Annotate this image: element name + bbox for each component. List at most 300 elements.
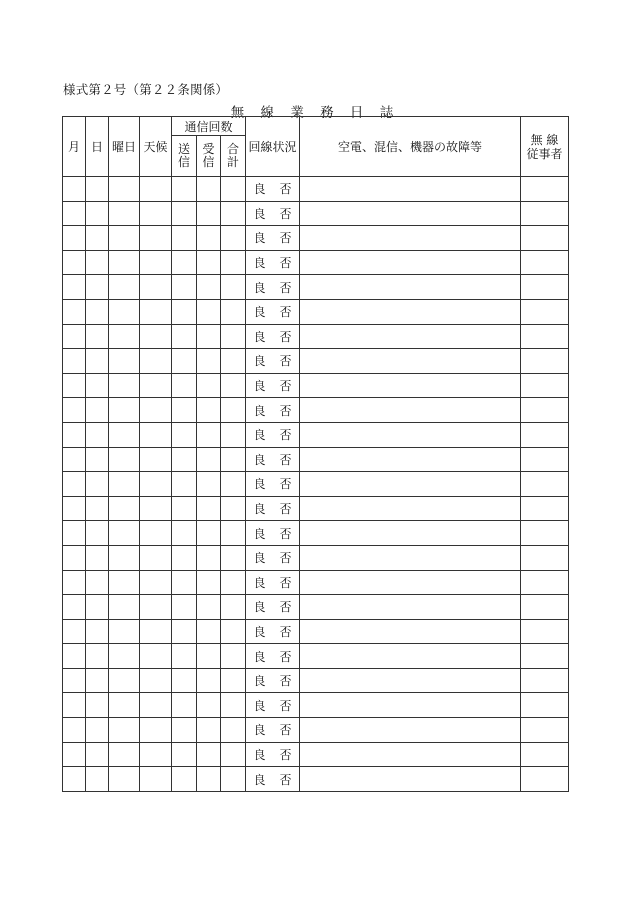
cell-send[interactable] (172, 718, 197, 743)
status-good-option[interactable]: 良 (253, 206, 266, 221)
cell-line-status[interactable] (246, 742, 300, 767)
cell-total[interactable] (221, 644, 246, 669)
cell-weekday[interactable] (109, 742, 140, 767)
status-bad-option[interactable]: 否 (279, 526, 292, 541)
cell-interference[interactable] (300, 521, 521, 546)
cell-weather[interactable] (140, 201, 172, 226)
cell-operator[interactable] (521, 767, 569, 792)
cell-month[interactable] (63, 767, 86, 792)
cell-weekday[interactable] (109, 595, 140, 620)
cell-line-status[interactable] (246, 226, 300, 251)
cell-send[interactable] (172, 693, 197, 718)
cell-day[interactable] (86, 275, 109, 300)
cell-weekday[interactable] (109, 545, 140, 570)
cell-total[interactable] (221, 742, 246, 767)
cell-line-status[interactable] (246, 275, 300, 300)
cell-send[interactable] (172, 595, 197, 620)
status-good-option[interactable]: 良 (253, 575, 266, 590)
status-bad-option[interactable]: 否 (279, 747, 292, 762)
cell-weather[interactable] (140, 226, 172, 251)
cell-total[interactable] (221, 472, 246, 497)
cell-weather[interactable] (140, 545, 172, 570)
status-bad-option[interactable]: 否 (279, 600, 292, 615)
cell-weekday[interactable] (109, 570, 140, 595)
cell-line-status[interactable] (246, 595, 300, 620)
status-bad-option[interactable]: 否 (279, 403, 292, 418)
cell-total[interactable] (221, 521, 246, 546)
cell-day[interactable] (86, 545, 109, 570)
status-good-option[interactable]: 良 (253, 182, 266, 197)
status-bad-option[interactable]: 否 (279, 698, 292, 713)
cell-line-status[interactable] (246, 201, 300, 226)
status-bad-option[interactable]: 否 (279, 231, 292, 246)
status-good-option[interactable]: 良 (253, 674, 266, 689)
cell-line-status[interactable] (246, 570, 300, 595)
cell-day[interactable] (86, 398, 109, 423)
cell-send[interactable] (172, 668, 197, 693)
cell-weather[interactable] (140, 324, 172, 349)
status-good-option[interactable]: 良 (253, 502, 266, 517)
cell-weekday[interactable] (109, 644, 140, 669)
cell-day[interactable] (86, 644, 109, 669)
cell-total[interactable] (221, 767, 246, 792)
cell-weather[interactable] (140, 767, 172, 792)
cell-month[interactable] (63, 521, 86, 546)
cell-total[interactable] (221, 226, 246, 251)
cell-total[interactable] (221, 177, 246, 202)
status-bad-option[interactable]: 否 (279, 379, 292, 394)
cell-interference[interactable] (300, 177, 521, 202)
cell-month[interactable] (63, 398, 86, 423)
cell-interference[interactable] (300, 570, 521, 595)
cell-month[interactable] (63, 275, 86, 300)
cell-receive[interactable] (197, 177, 221, 202)
cell-weekday[interactable] (109, 299, 140, 324)
cell-interference[interactable] (300, 595, 521, 620)
cell-line-status[interactable] (246, 177, 300, 202)
cell-send[interactable] (172, 373, 197, 398)
cell-weekday[interactable] (109, 398, 140, 423)
cell-receive[interactable] (197, 644, 221, 669)
cell-send[interactable] (172, 496, 197, 521)
cell-operator[interactable] (521, 545, 569, 570)
cell-day[interactable] (86, 693, 109, 718)
cell-receive[interactable] (197, 472, 221, 497)
cell-weekday[interactable] (109, 349, 140, 374)
status-bad-option[interactable]: 否 (279, 772, 292, 787)
cell-weather[interactable] (140, 398, 172, 423)
cell-weekday[interactable] (109, 275, 140, 300)
cell-weather[interactable] (140, 521, 172, 546)
cell-operator[interactable] (521, 447, 569, 472)
cell-send[interactable] (172, 644, 197, 669)
cell-weekday[interactable] (109, 767, 140, 792)
status-good-option[interactable]: 良 (253, 403, 266, 418)
cell-operator[interactable] (521, 668, 569, 693)
cell-day[interactable] (86, 570, 109, 595)
status-good-option[interactable]: 良 (253, 600, 266, 615)
cell-month[interactable] (63, 201, 86, 226)
cell-month[interactable] (63, 545, 86, 570)
cell-interference[interactable] (300, 324, 521, 349)
cell-interference[interactable] (300, 422, 521, 447)
cell-weather[interactable] (140, 422, 172, 447)
status-bad-option[interactable]: 否 (279, 280, 292, 295)
cell-total[interactable] (221, 324, 246, 349)
cell-total[interactable] (221, 275, 246, 300)
cell-total[interactable] (221, 422, 246, 447)
cell-send[interactable] (172, 545, 197, 570)
status-bad-option[interactable]: 否 (279, 624, 292, 639)
cell-total[interactable] (221, 447, 246, 472)
cell-receive[interactable] (197, 545, 221, 570)
cell-interference[interactable] (300, 718, 521, 743)
cell-interference[interactable] (300, 373, 521, 398)
cell-receive[interactable] (197, 201, 221, 226)
cell-line-status[interactable] (246, 767, 300, 792)
status-good-option[interactable]: 良 (253, 428, 266, 443)
status-bad-option[interactable]: 否 (279, 551, 292, 566)
cell-send[interactable] (172, 398, 197, 423)
cell-line-status[interactable] (246, 545, 300, 570)
cell-receive[interactable] (197, 521, 221, 546)
cell-day[interactable] (86, 324, 109, 349)
cell-total[interactable] (221, 595, 246, 620)
cell-interference[interactable] (300, 767, 521, 792)
cell-weather[interactable] (140, 570, 172, 595)
cell-line-status[interactable] (246, 668, 300, 693)
cell-line-status[interactable] (246, 299, 300, 324)
cell-interference[interactable] (300, 349, 521, 374)
cell-interference[interactable] (300, 275, 521, 300)
status-bad-option[interactable]: 否 (279, 649, 292, 664)
cell-total[interactable] (221, 250, 246, 275)
cell-operator[interactable] (521, 718, 569, 743)
cell-weather[interactable] (140, 177, 172, 202)
cell-weekday[interactable] (109, 447, 140, 472)
cell-weather[interactable] (140, 595, 172, 620)
cell-send[interactable] (172, 324, 197, 349)
cell-interference[interactable] (300, 472, 521, 497)
cell-day[interactable] (86, 373, 109, 398)
cell-operator[interactable] (521, 472, 569, 497)
cell-operator[interactable] (521, 496, 569, 521)
cell-send[interactable] (172, 299, 197, 324)
status-bad-option[interactable]: 否 (279, 575, 292, 590)
status-good-option[interactable]: 良 (253, 551, 266, 566)
status-bad-option[interactable]: 否 (279, 256, 292, 271)
status-good-option[interactable]: 良 (253, 649, 266, 664)
cell-day[interactable] (86, 226, 109, 251)
cell-month[interactable] (63, 619, 86, 644)
cell-month[interactable] (63, 373, 86, 398)
cell-weather[interactable] (140, 349, 172, 374)
cell-weather[interactable] (140, 644, 172, 669)
cell-day[interactable] (86, 496, 109, 521)
cell-receive[interactable] (197, 373, 221, 398)
cell-send[interactable] (172, 177, 197, 202)
cell-interference[interactable] (300, 742, 521, 767)
cell-operator[interactable] (521, 619, 569, 644)
cell-send[interactable] (172, 521, 197, 546)
cell-month[interactable] (63, 299, 86, 324)
cell-receive[interactable] (197, 718, 221, 743)
cell-line-status[interactable] (246, 422, 300, 447)
cell-month[interactable] (63, 496, 86, 521)
cell-operator[interactable] (521, 693, 569, 718)
cell-weather[interactable] (140, 668, 172, 693)
cell-weekday[interactable] (109, 472, 140, 497)
cell-receive[interactable] (197, 693, 221, 718)
cell-line-status[interactable] (246, 521, 300, 546)
cell-receive[interactable] (197, 496, 221, 521)
cell-weather[interactable] (140, 299, 172, 324)
cell-send[interactable] (172, 570, 197, 595)
cell-month[interactable] (63, 447, 86, 472)
cell-interference[interactable] (300, 693, 521, 718)
cell-weather[interactable] (140, 496, 172, 521)
cell-day[interactable] (86, 718, 109, 743)
cell-operator[interactable] (521, 250, 569, 275)
cell-line-status[interactable] (246, 693, 300, 718)
status-bad-option[interactable]: 否 (279, 502, 292, 517)
cell-weekday[interactable] (109, 668, 140, 693)
cell-day[interactable] (86, 668, 109, 693)
status-good-option[interactable]: 良 (253, 723, 266, 738)
status-good-option[interactable]: 良 (253, 379, 266, 394)
status-bad-option[interactable]: 否 (279, 182, 292, 197)
cell-month[interactable] (63, 250, 86, 275)
cell-weather[interactable] (140, 472, 172, 497)
cell-operator[interactable] (521, 299, 569, 324)
cell-receive[interactable] (197, 324, 221, 349)
cell-send[interactable] (172, 472, 197, 497)
cell-total[interactable] (221, 570, 246, 595)
cell-receive[interactable] (197, 742, 221, 767)
cell-day[interactable] (86, 447, 109, 472)
cell-month[interactable] (63, 644, 86, 669)
status-good-option[interactable]: 良 (253, 329, 266, 344)
cell-weather[interactable] (140, 250, 172, 275)
status-bad-option[interactable]: 否 (279, 723, 292, 738)
cell-total[interactable] (221, 668, 246, 693)
cell-line-status[interactable] (246, 718, 300, 743)
cell-send[interactable] (172, 201, 197, 226)
status-good-option[interactable]: 良 (253, 698, 266, 713)
cell-day[interactable] (86, 299, 109, 324)
status-good-option[interactable]: 良 (253, 305, 266, 320)
cell-operator[interactable] (521, 349, 569, 374)
cell-weather[interactable] (140, 693, 172, 718)
cell-operator[interactable] (521, 275, 569, 300)
cell-weather[interactable] (140, 619, 172, 644)
cell-weekday[interactable] (109, 201, 140, 226)
cell-receive[interactable] (197, 570, 221, 595)
cell-weather[interactable] (140, 373, 172, 398)
cell-day[interactable] (86, 422, 109, 447)
cell-send[interactable] (172, 742, 197, 767)
cell-total[interactable] (221, 299, 246, 324)
cell-receive[interactable] (197, 422, 221, 447)
cell-day[interactable] (86, 521, 109, 546)
cell-day[interactable] (86, 472, 109, 497)
cell-operator[interactable] (521, 324, 569, 349)
cell-send[interactable] (172, 619, 197, 644)
cell-send[interactable] (172, 767, 197, 792)
cell-interference[interactable] (300, 250, 521, 275)
cell-month[interactable] (63, 570, 86, 595)
cell-weekday[interactable] (109, 521, 140, 546)
status-bad-option[interactable]: 否 (279, 452, 292, 467)
cell-line-status[interactable] (246, 398, 300, 423)
cell-weekday[interactable] (109, 373, 140, 398)
cell-total[interactable] (221, 545, 246, 570)
cell-total[interactable] (221, 349, 246, 374)
cell-operator[interactable] (521, 595, 569, 620)
cell-weather[interactable] (140, 718, 172, 743)
status-good-option[interactable]: 良 (253, 256, 266, 271)
cell-line-status[interactable] (246, 447, 300, 472)
cell-receive[interactable] (197, 398, 221, 423)
cell-total[interactable] (221, 693, 246, 718)
cell-operator[interactable] (521, 398, 569, 423)
status-good-option[interactable]: 良 (253, 231, 266, 246)
status-bad-option[interactable]: 否 (279, 674, 292, 689)
cell-receive[interactable] (197, 619, 221, 644)
cell-weekday[interactable] (109, 718, 140, 743)
cell-interference[interactable] (300, 668, 521, 693)
cell-total[interactable] (221, 398, 246, 423)
cell-receive[interactable] (197, 275, 221, 300)
status-bad-option[interactable]: 否 (279, 354, 292, 369)
cell-receive[interactable] (197, 299, 221, 324)
cell-total[interactable] (221, 718, 246, 743)
status-bad-option[interactable]: 否 (279, 305, 292, 320)
status-good-option[interactable]: 良 (253, 280, 266, 295)
cell-weather[interactable] (140, 447, 172, 472)
cell-day[interactable] (86, 742, 109, 767)
status-good-option[interactable]: 良 (253, 477, 266, 492)
cell-month[interactable] (63, 595, 86, 620)
cell-interference[interactable] (300, 226, 521, 251)
status-bad-option[interactable]: 否 (279, 329, 292, 344)
cell-day[interactable] (86, 619, 109, 644)
cell-total[interactable] (221, 496, 246, 521)
cell-line-status[interactable] (246, 619, 300, 644)
cell-receive[interactable] (197, 226, 221, 251)
cell-month[interactable] (63, 718, 86, 743)
cell-receive[interactable] (197, 250, 221, 275)
cell-send[interactable] (172, 447, 197, 472)
cell-interference[interactable] (300, 496, 521, 521)
cell-month[interactable] (63, 742, 86, 767)
cell-send[interactable] (172, 422, 197, 447)
status-bad-option[interactable]: 否 (279, 206, 292, 221)
cell-weekday[interactable] (109, 324, 140, 349)
cell-line-status[interactable] (246, 373, 300, 398)
status-good-option[interactable]: 良 (253, 624, 266, 639)
status-good-option[interactable]: 良 (253, 526, 266, 541)
cell-line-status[interactable] (246, 644, 300, 669)
cell-interference[interactable] (300, 299, 521, 324)
cell-line-status[interactable] (246, 472, 300, 497)
cell-day[interactable] (86, 201, 109, 226)
cell-weekday[interactable] (109, 226, 140, 251)
cell-day[interactable] (86, 595, 109, 620)
cell-weekday[interactable] (109, 496, 140, 521)
cell-receive[interactable] (197, 349, 221, 374)
cell-operator[interactable] (521, 742, 569, 767)
cell-day[interactable] (86, 250, 109, 275)
cell-send[interactable] (172, 250, 197, 275)
cell-month[interactable] (63, 324, 86, 349)
cell-operator[interactable] (521, 201, 569, 226)
cell-interference[interactable] (300, 545, 521, 570)
cell-total[interactable] (221, 201, 246, 226)
cell-interference[interactable] (300, 644, 521, 669)
cell-month[interactable] (63, 693, 86, 718)
cell-month[interactable] (63, 422, 86, 447)
cell-operator[interactable] (521, 422, 569, 447)
cell-day[interactable] (86, 767, 109, 792)
cell-day[interactable] (86, 349, 109, 374)
cell-month[interactable] (63, 177, 86, 202)
cell-operator[interactable] (521, 644, 569, 669)
status-good-option[interactable]: 良 (253, 772, 266, 787)
cell-day[interactable] (86, 177, 109, 202)
cell-send[interactable] (172, 226, 197, 251)
cell-weekday[interactable] (109, 619, 140, 644)
cell-month[interactable] (63, 349, 86, 374)
cell-month[interactable] (63, 472, 86, 497)
cell-weekday[interactable] (109, 693, 140, 718)
cell-line-status[interactable] (246, 496, 300, 521)
cell-line-status[interactable] (246, 349, 300, 374)
cell-month[interactable] (63, 668, 86, 693)
cell-total[interactable] (221, 619, 246, 644)
cell-line-status[interactable] (246, 324, 300, 349)
cell-weather[interactable] (140, 275, 172, 300)
cell-interference[interactable] (300, 201, 521, 226)
cell-month[interactable] (63, 226, 86, 251)
cell-operator[interactable] (521, 177, 569, 202)
cell-total[interactable] (221, 373, 246, 398)
cell-weekday[interactable] (109, 422, 140, 447)
status-good-option[interactable]: 良 (253, 452, 266, 467)
cell-send[interactable] (172, 275, 197, 300)
cell-weekday[interactable] (109, 177, 140, 202)
cell-operator[interactable] (521, 521, 569, 546)
cell-interference[interactable] (300, 398, 521, 423)
cell-receive[interactable] (197, 767, 221, 792)
status-good-option[interactable]: 良 (253, 747, 266, 762)
cell-interference[interactable] (300, 619, 521, 644)
cell-operator[interactable] (521, 226, 569, 251)
cell-operator[interactable] (521, 570, 569, 595)
cell-receive[interactable] (197, 447, 221, 472)
cell-receive[interactable] (197, 668, 221, 693)
cell-operator[interactable] (521, 373, 569, 398)
cell-weather[interactable] (140, 742, 172, 767)
cell-send[interactable] (172, 349, 197, 374)
cell-line-status[interactable] (246, 250, 300, 275)
cell-weekday[interactable] (109, 250, 140, 275)
cell-interference[interactable] (300, 447, 521, 472)
cell-receive[interactable] (197, 595, 221, 620)
status-bad-option[interactable]: 否 (279, 477, 292, 492)
status-bad-option[interactable]: 否 (279, 428, 292, 443)
status-good-option[interactable]: 良 (253, 354, 266, 369)
